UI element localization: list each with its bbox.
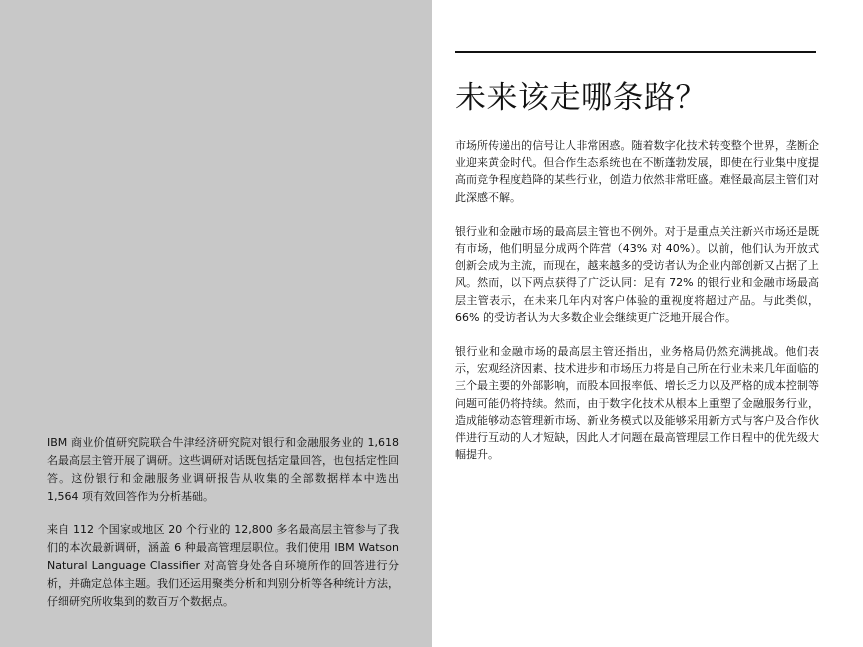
main-content [432,0,863,647]
article-paragraph-2: 银行业和金融市场的最高层主管也不例外。对于是重点关注新兴市场还是既有市场，他们明显分成两个阵营（43% 对 40%）。以前，他们认为开放式创新会成为主流，而现在，越来越多的受访者认为企业内部创新又占据了上风。然而，以下两点获得了广泛认同：足有 72% 的银行业和金融市场最高层主管表示，在未来几年内对客户体验的重视度将超过产品。与此类似，66% 的受访者认为大多数企业会继续更广泛地开展合作。 [455,224,819,324]
article-paragraph-3: 银行业和金融市场的最高层主管还指出，业务格局仍然充满挑战。他们表示，宏观经济因素、技术进步和市场压力将是自己所在行业未来几年面临的三个最主要的外部影响，而股本回报率低、增长乏力以及严格的成本控制等问题可能仍将持续。然而，由于数字化技术从根本上重塑了金融服务行业，造成能够动态管理新市场、新业务模式以及能够采用新方式与客户及合作伙伴进行互动的人才短缺，因此人才问题在最高管理层工作日程中的优先级大幅提升。 [455,345,819,462]
methodology-paragraph-2: 来自 112 个国家或地区 20 个行业的 12,800 多名最高层主管参与了我们的本次最新调研，涵盖 6 种最高管理层职位。我们使用 IBM Watson Natural Language Classifier 对高管身处各自环境所作的回答进行分析，并确定总体主题。我们还运用聚类分析和判别分析等各种统计方法，仔细研究所收集到的数百万个数据点。 [47,523,399,608]
page-title: 未来该走哪条路？ [455,80,707,116]
title-divider [455,51,816,53]
methodology-paragraph-1: IBM 商业价值研究院联合牛津经济研究院对银行和金融服务业的 1,618 名最高层主管开展了调研。这些调研对话既包括定量回答，也包括定性回答。这份银行和金融服务业调研报告从收集的全部数据样本中选出 1,564 项有效回答作为分析基础。 [47,436,399,503]
article-body [455,137,819,480]
methodology-note [47,434,399,626]
article-paragraph-1: 市场所传递出的信号让人非常困惑。随着数字化技术转变整个世界，垄断企业迎来黄金时代。但合作生态系统也在不断蓬勃发展，即使在行业集中度提高而竞争程度趋降的某些行业，创造力依然非常旺盛。难怪最高层主管们对此深感不解。 [455,139,819,204]
